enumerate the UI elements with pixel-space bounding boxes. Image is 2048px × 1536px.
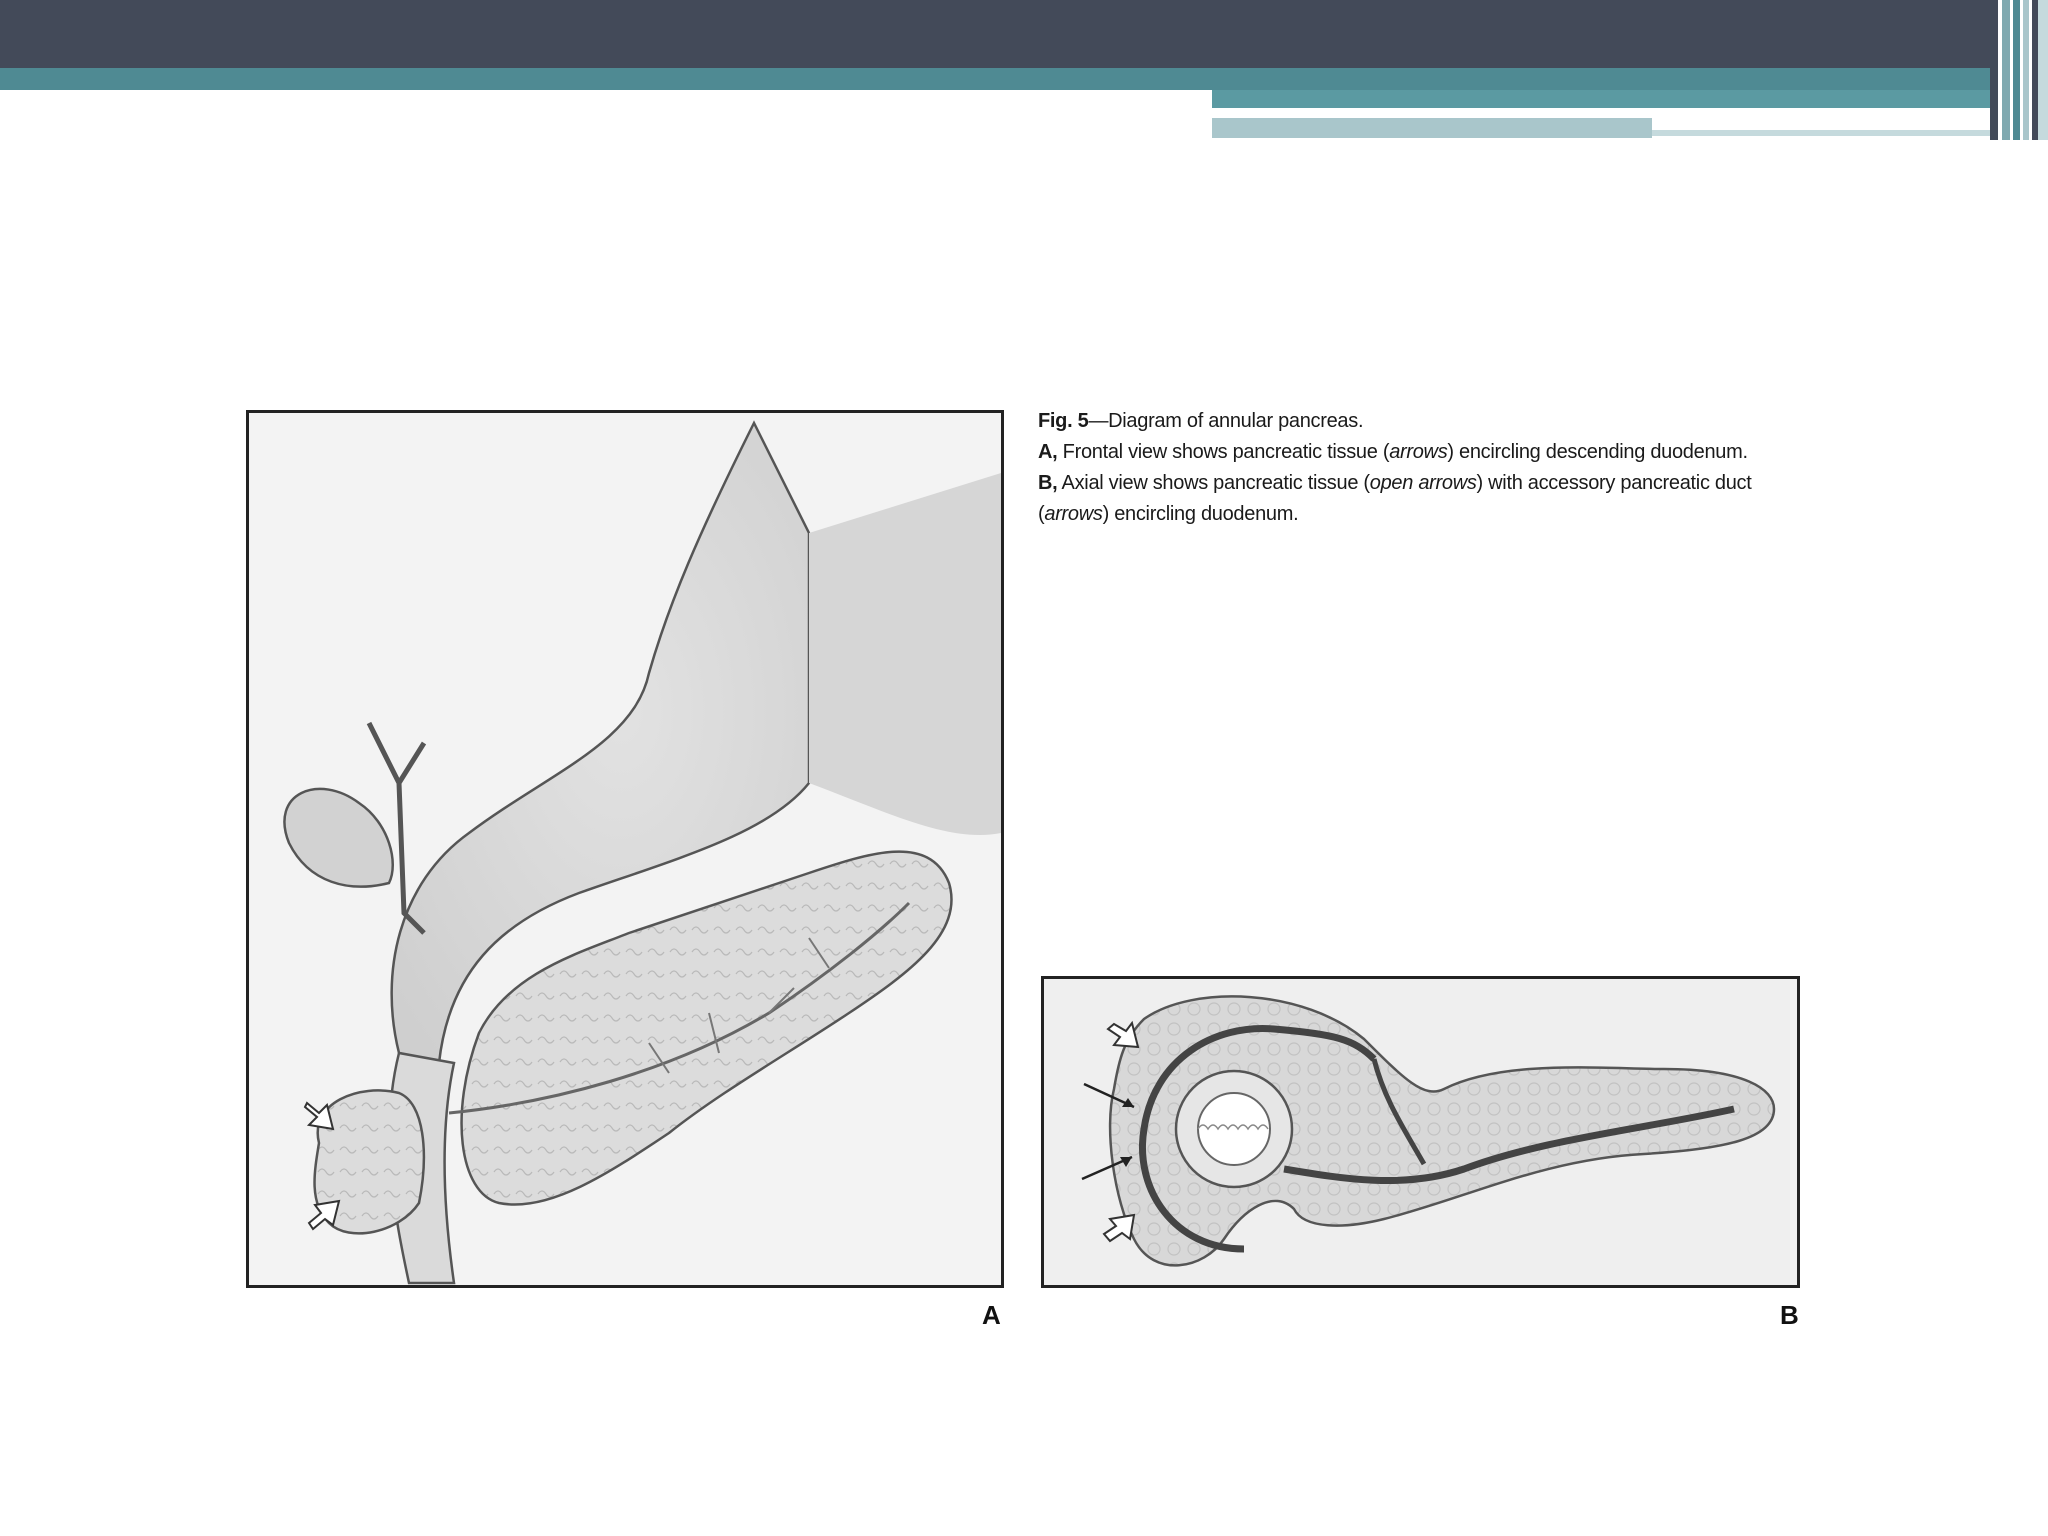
header-dark-band [0, 0, 1990, 68]
header-teal-band [0, 68, 1990, 90]
figure-caption [1038, 406, 1808, 530]
caption-a-emphasis: arrows [1389, 441, 1448, 463]
header-divider-line [1212, 110, 1896, 116]
header-corner-stripes [1990, 0, 2048, 140]
slide-header-bar [0, 0, 2048, 140]
panel-a-label: A [982, 1300, 1001, 1330]
caption-figure-number: Fig. 5 [1038, 410, 1089, 432]
caption-line-b: B, Axial view shows pancreatic tissue (open arrows) with accessory pancreatic duct (arrows) encircling duodenum. [1038, 472, 1752, 525]
header-light-band-thin [1652, 130, 1990, 136]
caption-line-a: A, Frontal view shows pancreatic tissue (arrows) encircling descending duodenum. [1038, 441, 1748, 463]
caption-b-label: B, [1038, 472, 1058, 494]
panel-b-label: B [1780, 1300, 1799, 1330]
header-teal-band-right [1212, 90, 1990, 108]
caption-title [1038, 406, 1808, 437]
caption-b-emphasis: open arrows [1369, 472, 1477, 494]
figure-panel-b [1041, 976, 1800, 1288]
header-light-band [1212, 118, 1652, 138]
caption-title-text: —Diagram of annular pancreas. [1088, 410, 1364, 432]
caption-b-emphasis-2: arrows [1044, 503, 1103, 525]
frontal-view-illustration [249, 413, 1001, 1285]
caption-a-label: A, [1038, 441, 1058, 463]
axial-view-illustration [1044, 979, 1797, 1285]
figure-panel-a [246, 410, 1004, 1288]
